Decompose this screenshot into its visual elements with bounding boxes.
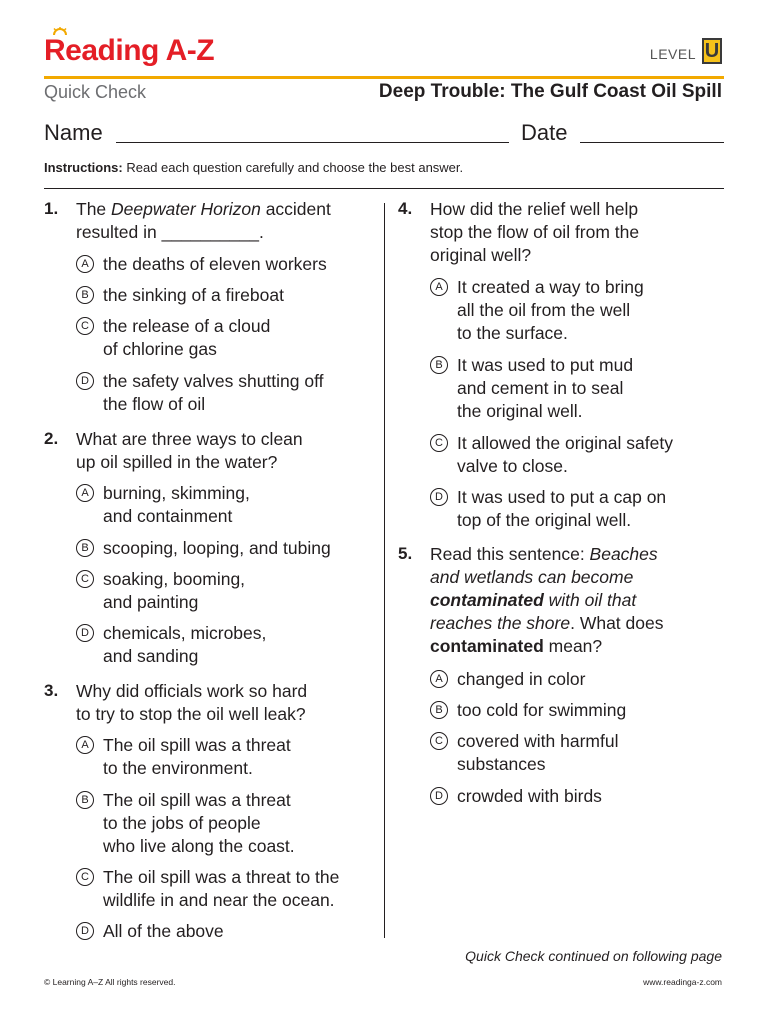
answer-option-c[interactable]: C the release of a cloud of chlorine gas [76, 315, 270, 361]
sun-icon [52, 27, 68, 35]
question-number: 2. [44, 429, 59, 448]
answer-bubble[interactable]: C [76, 570, 94, 588]
section-label: Quick Check [44, 82, 147, 102]
answer-option-d[interactable]: D chemicals, microbes, and sanding [76, 622, 266, 668]
answer-option-c[interactable]: C covered with harmful substances [430, 730, 618, 776]
instructions [44, 160, 463, 175]
brand-logo [44, 34, 214, 68]
answer-bubble[interactable]: B [76, 539, 94, 557]
level-indicator [650, 38, 722, 64]
copyright: © Learning A–Z All rights reserved. [44, 977, 176, 987]
question-number: 4. [398, 199, 413, 218]
question-number: 5. [398, 544, 413, 563]
answer-option-a[interactable]: A changed in color [430, 668, 585, 691]
answer-bubble[interactable]: A [76, 736, 94, 754]
answer-option-d[interactable]: D All of the above [76, 920, 224, 943]
column-divider [384, 203, 385, 938]
answer-bubble[interactable]: A [76, 484, 94, 502]
brand-name: Reading A-Z [44, 34, 215, 67]
question-number: 1. [44, 199, 59, 218]
answer-option-c[interactable]: C soaking, booming, and painting [76, 568, 245, 614]
answer-bubble[interactable]: B [430, 356, 448, 374]
name-field[interactable] [116, 142, 509, 143]
answer-bubble[interactable]: D [76, 624, 94, 642]
answer-bubble[interactable]: D [76, 922, 94, 940]
question-text: Why did officials work so hard to try to stop the oil well leak? [76, 681, 308, 724]
level-badge: U [702, 38, 722, 64]
answer-option-c[interactable]: C The oil spill was a threat to the wildlife in and near the ocean. [76, 866, 339, 912]
answer-option-a[interactable]: A the deaths of eleven workers [76, 253, 327, 276]
instructions-divider [44, 188, 724, 189]
continued-note: Quick Check continued on following page [465, 948, 722, 964]
answer-option-c[interactable]: C It allowed the original safety valve to close. [430, 432, 673, 478]
question-number: 3. [44, 681, 59, 700]
answer-option-a[interactable]: A The oil spill was a threat to the environment. [76, 734, 291, 780]
website-link[interactable]: www.readinga-z.com [643, 977, 722, 987]
answer-option-a[interactable]: A burning, skimming, and containment [76, 482, 250, 528]
question-text: The Deepwater Horizon accident resulted in __________. [76, 199, 331, 242]
answer-bubble[interactable]: C [76, 317, 94, 335]
answer-bubble[interactable]: B [76, 791, 94, 809]
answer-bubble[interactable]: C [430, 434, 448, 452]
answer-option-b[interactable]: B The oil spill was a threat to the jobs of people who live along the coast. [76, 789, 295, 858]
answer-option-b[interactable]: B It was used to put mud and cement in to seal the original well. [430, 354, 633, 423]
question-text: What are three ways to clean up oil spilled in the water? [76, 429, 303, 472]
answer-bubble[interactable]: C [76, 868, 94, 886]
answer-bubble[interactable]: A [430, 670, 448, 688]
answer-bubble[interactable]: B [76, 286, 94, 304]
answer-option-d[interactable]: D It was used to put a cap on top of the original well. [430, 486, 666, 532]
answer-bubble[interactable]: C [430, 732, 448, 750]
question-text: Read this sentence: Beaches and wetlands can become contaminated with oil that reaches the shore. What does contaminated mean? [430, 544, 664, 656]
answer-option-b[interactable]: B scooping, looping, and tubing [76, 537, 331, 560]
answer-option-a[interactable]: A It created a way to bring all the oil from the well to the surface. [430, 276, 644, 345]
instructions-label: Instructions: [44, 160, 123, 175]
instructions-text: Read each question carefully and choose the best answer. [126, 160, 464, 175]
answer-bubble[interactable]: A [430, 278, 448, 296]
answer-option-d[interactable]: D crowded with birds [430, 785, 602, 808]
name-label: Name [44, 120, 103, 145]
page-title: Deep Trouble: The Gulf Coast Oil Spill [378, 81, 722, 102]
answer-bubble[interactable]: B [430, 701, 448, 719]
answer-option-d[interactable]: D the safety valves shutting off the flow of oil [76, 370, 324, 416]
answer-bubble[interactable]: D [430, 488, 448, 506]
level-label: LEVEL [649, 46, 696, 62]
answer-option-b[interactable]: B too cold for swimming [430, 699, 626, 722]
answer-bubble[interactable]: D [430, 787, 448, 805]
date-label: Date [521, 120, 568, 145]
answer-bubble[interactable]: D [76, 372, 94, 390]
answer-option-b[interactable]: B the sinking of a fireboat [76, 284, 284, 307]
answer-bubble[interactable]: A [76, 255, 94, 273]
date-field[interactable] [580, 142, 724, 143]
header-divider [44, 76, 724, 79]
question-text: How did the relief well help stop the flow of oil from the original well? [430, 199, 640, 265]
